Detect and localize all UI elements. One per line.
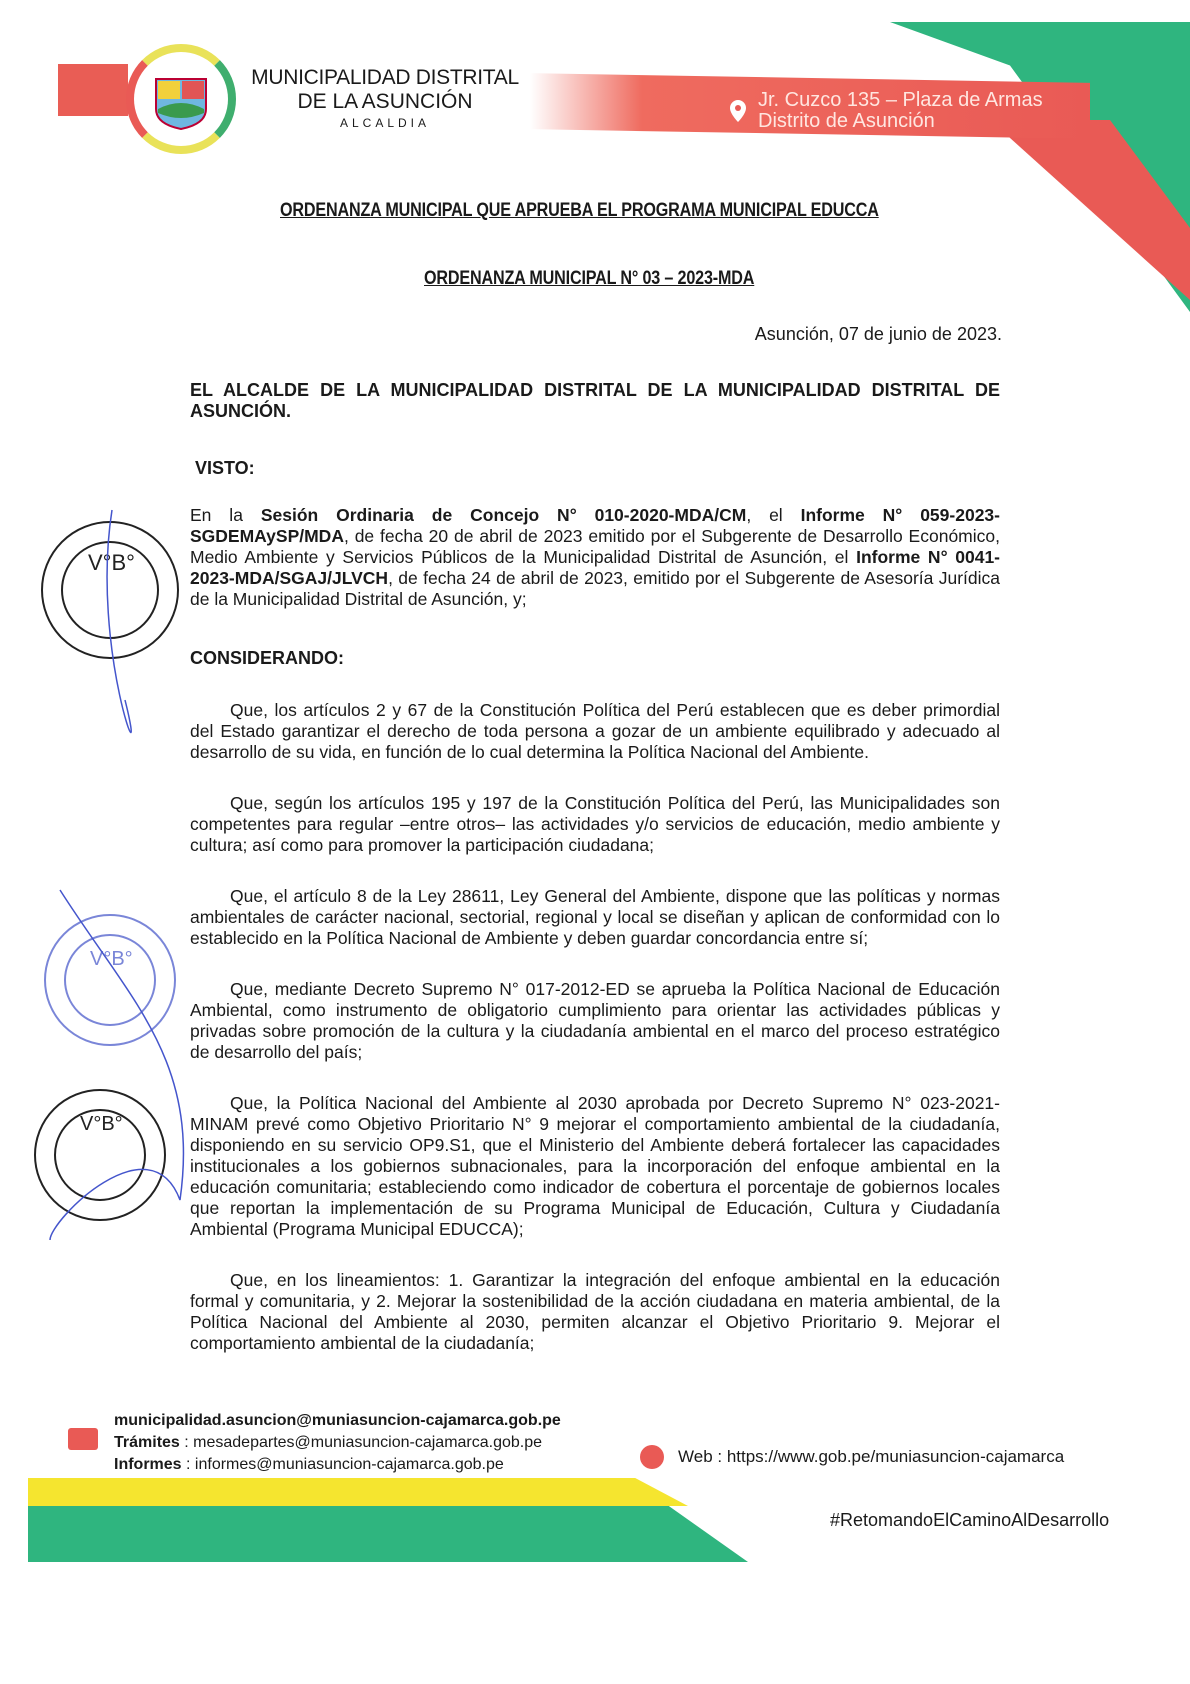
informes-email[interactable]: informes@muniasuncion-cajamarca.gob.pe: [194, 1456, 504, 1473]
visto-paragraph: [190, 505, 1000, 610]
heading: EL ALCALDE DE LA MUNICIPALIDAD DISTRITAL DE LA MUNICIPALIDAD DISTRITAL DE ASUNCIÓN.: [190, 380, 1000, 421]
document-date: Asunción, 07 de junio de 2023.: [754, 324, 1002, 344]
svg-text:V°B°: V°B°: [90, 948, 133, 970]
globe-icon: [640, 1445, 664, 1469]
report-ref-1: Informe N° 059-2023-SGDEMAySP/MDA: [190, 505, 1000, 546]
text: , el: [746, 505, 801, 525]
footer-email[interactable]: municipalidad.asuncion@muniasuncion-cajamarca.gob.pe: [114, 1412, 561, 1429]
informes-label: Informes: [114, 1456, 182, 1473]
footer-green-band: [28, 1506, 748, 1562]
header-green-decoration: [890, 22, 1190, 312]
paragraph: Que, según los artículos 195 y 197 de la Constitución Política del Perú, las Municipalidades son competentes para regular –entre otros– las actividades y/o servicios de educación, medio ambiente y cultura; así como para promover la participación ciudadana;: [190, 793, 1000, 855]
stamp-asesoria-juridica: [45, 915, 175, 1045]
tramites-email[interactable]: mesadepartes@muniasuncion-cajamarca.gob.pe: [193, 1434, 543, 1451]
web-link[interactable]: https://www.gob.pe/muniasuncion-cajamarca: [726, 1447, 1065, 1466]
hashtag: #RetomandoElCaminoAlDesarrollo: [830, 1510, 1110, 1530]
address-line2: Distrito de Asunción: [758, 110, 935, 132]
ordinance-number: ORDENANZA MUNICIPAL N° 03 – 2023-MDA: [424, 268, 755, 289]
session-ref: Sesión Ordinaria de Concejo N° 010-2020-MDA/CM: [260, 505, 747, 525]
paragraph: Que, mediante Decreto Supremo N° 017-2012-ED se aprueba la Política Nacional de Educación Ambiental, como instrumento de obligatorio cumplimiento para orientar las actividades públicas y privadas sobre promoción de la cultura y la ciudadanía ambiental en el marco del proceso estratégico de desarrollo del país;: [190, 979, 1000, 1062]
location-pin-icon: [730, 100, 746, 122]
footer-contacts: municipalidad.asuncion@muniasuncion-cajamarca.gob.pe Trámites : mesadepartes@muniasuncion-cajamarca.gob.pe Informes : informes@muniasuncion-cajamarca.gob.pe: [114, 1412, 561, 1473]
address: [730, 90, 1043, 132]
considerando-body: [190, 700, 1000, 1384]
visto-label: VISTO:: [195, 458, 255, 478]
organization-name: [245, 66, 525, 130]
stamp-secretaria-general: [35, 1090, 165, 1220]
paragraph: Que, los artículos 2 y 67 de la Constitución Política del Perú establecen que es deber primordial del Estado garantizar el derecho de toda persona a gozar de un ambiente equilibrado y adecuado al desarrollo de su vida, en función de lo cual determina la Política Nacional del Ambiente.: [190, 700, 1000, 762]
stamps-and-signatures: [30, 500, 190, 1260]
document-title: ORDENANZA MUNICIPAL QUE APRUEBA EL PROGRAMA MUNICIPAL EDUCCA: [280, 200, 879, 221]
considerando-label: CONSIDERANDO:: [190, 648, 345, 668]
text: , de fecha 20 de abril de 2023 emitido por el Subgerente de Desarrollo Económico, Medio Ambiente y Servicios Públicos de la Municipalidad Distrital de Asunción, el: [190, 526, 1000, 567]
footer-web: Web : https://www.gob.pe/muniasuncion-cajamarca: [640, 1445, 1064, 1469]
header-red-bar: [58, 64, 128, 116]
report-ref-2: Informe N° 0041-2023-MDA/SGAJ/JLVCH: [190, 547, 1001, 588]
org-line1: MUNICIPALIDAD DISTRITAL: [251, 66, 519, 89]
paragraph: Que, el artículo 8 de la Ley 28611, Ley General del Ambiente, dispone que las políticas y normas ambientales de carácter nacional, sectorial, regional y local se diseñan y aplican de conformidad con lo establecido en la Política Nacional de Ambiente y deben guardar concordancia entre sí;: [190, 886, 1000, 948]
municipal-logo: [126, 44, 236, 154]
web-label: Web: [678, 1447, 713, 1466]
svg-text:V°B°: V°B°: [80, 1113, 123, 1135]
paragraph: Que, en los lineamientos: 1. Garantizar la integración del enfoque ambiental en la educación formal y comunitaria, y 2. Mejorar la sostenibilidad de la acción ciudadana en materia ambiental, de la Política Nacional del Ambiente al 2030, permiten alcanzar el Objetivo Prioritario 9. Mejorar el comportamiento ambiental de la ciudadanía;: [190, 1270, 1000, 1353]
org-line3: ALCALDIA: [339, 116, 431, 130]
org-line2: DE LA ASUNCIÓN: [297, 90, 473, 113]
address-line1: Jr. Cuzco 135 – Plaza de Armas: [758, 89, 1043, 111]
text: , de fecha 24 de abril de 2023, emitido por el Subgerente de Asesoría Jurídica de la Municipalidad Distrital de Asunción, y;: [190, 568, 1000, 609]
svg-text:V°B°: V°B°: [88, 550, 135, 575]
text: En la: [190, 505, 261, 525]
tramites-label: Trámites: [114, 1434, 180, 1451]
footer-yellow-band: [28, 1478, 688, 1506]
mail-icon: [68, 1428, 98, 1450]
paragraph: Que, la Política Nacional del Ambiente al 2030 aprobada por Decreto Supremo N° 023-2021- MINAM prevé como Objetivo Prioritario N° 9 mejorar el comportamiento ambiental de la ciudadanía, disponiendo en su servicio OP9.S1, que el Ministerio del Ambiente deberá fortalecer las capacidades institucionales a los gobiernos subnacionales, para la incorporación del enfoque ambiental en la educación comunitaria; estableciendo como indicador de cobertura el porcentaje de gobiernos locales que reportan la implementación de su Programa Municipal de Educación, Cultura y Ciudadanía Ambiental (Programa Municipal EDUCCA);: [190, 1093, 1000, 1239]
